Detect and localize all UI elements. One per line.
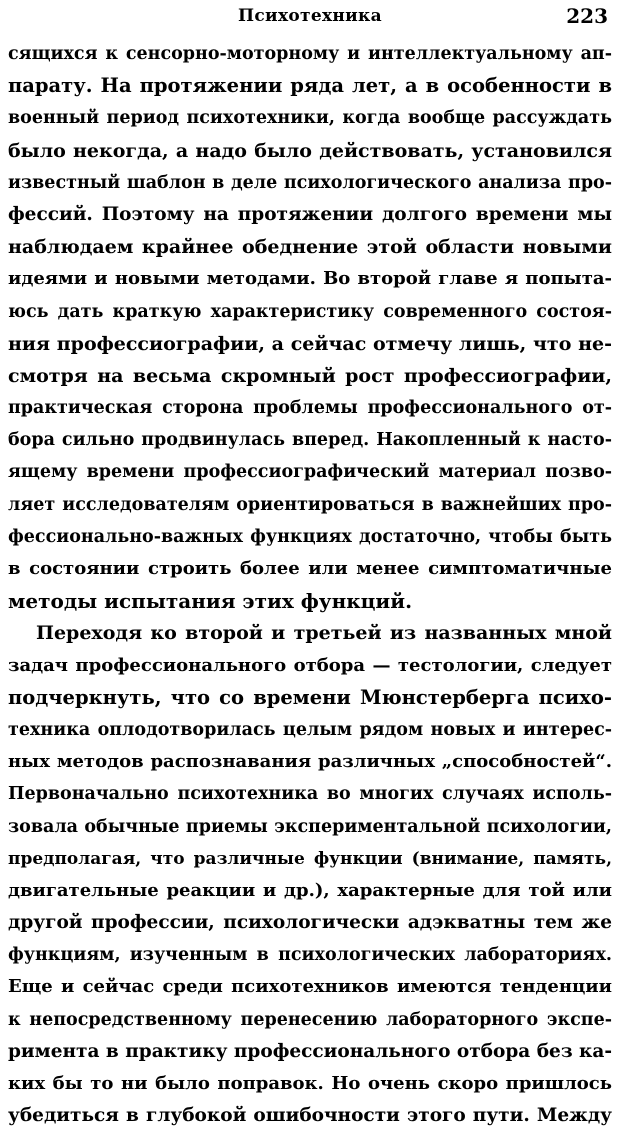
text-line-paragraph-end: методы испытания этих функций. [8,589,413,614]
text-line: бора сильно продвинулась вперед. Накопленный к насто- [8,430,612,451]
text-line: функциям, изученным в психологических лабораториях. [8,945,612,966]
text-line: убедиться в глубокой ошибочности этого пути. Между [8,1105,612,1127]
text-line: Еще и сейчас среди психотехников имеются тенденции [8,976,612,998]
text-line: Первоначально психотехника во многих случаях исполь- [8,784,612,805]
text-line: военный период психотехники, когда вообще рассуждать [8,108,612,129]
text-line: ких бы то ни было поправок. Но очень скоро пришлось [8,1073,612,1094]
text-line: ляет исследователям ориентироваться в важнейших про- [8,494,612,515]
text-line: юсь дать краткую характеристику современного состоя- [8,301,612,322]
text-line: фессий. Поэтому на протяжении долгого времени мы [8,203,612,225]
running-title: Психотехника [238,6,382,26]
text-line: практическая сторона проблемы профессионального от- [8,398,612,419]
text-line: идеями и новыми методами. Во второй главе я попыта- [8,268,612,290]
text-line: сящихся к сенсорно-моторному и интеллектуальному ап- [8,44,612,64]
text-line: предполагая, что различные функции (внимание, память, [8,848,612,869]
text-line: двигательные реакции и др.), характерные для той или [8,879,612,901]
text-line: ных методов распознавания различных „способностей“. [8,751,612,773]
text-line: наблюдаем крайнее обеднение этой области новыми [8,236,612,259]
text-line: известный шаблон в деле психологического анализа про- [8,172,612,193]
body-text [8,38,612,1132]
text-line: римента в практику профессионального отбора без ка- [8,1040,612,1062]
text-line: парату. На протяжении ряда лет, а в особенности в [8,74,612,98]
text-line: фессионально-важных функциях достаточно, чтобы быть [8,526,612,547]
text-line: смотря на весьма скромный рост профессиографии, [8,364,612,387]
text-line: в состоянии строить более или менее симптоматичные [8,558,612,579]
page-number: 223 [566,4,608,28]
text-line: ния профессиографии, а сейчас отмечу лишь, что не- [8,332,612,355]
text-line: подчеркнуть, что со времени Мюнстерберга психо- [8,685,612,709]
text-line: к непосредственному перенесению лабораторного экспе- [8,1009,612,1030]
text-line: было некогда, а надо было действовать, установился [8,139,612,162]
text-line: ящему времени профессиографический материал позво- [8,462,612,483]
text-line: задач профессионального отбора — тестологии, следует [8,654,612,676]
text-line-paragraph-start: Переходя ко второй и третьей из названных мной [36,622,612,645]
text-line: техника оплодотворилась целым рядом новых и интерес- [8,719,612,740]
running-head [8,0,612,32]
text-line: другой профессии, психологически адэкватны тем же [8,912,612,934]
text-line: зовала обычные приемы экспериментальной психологии, [8,816,612,837]
